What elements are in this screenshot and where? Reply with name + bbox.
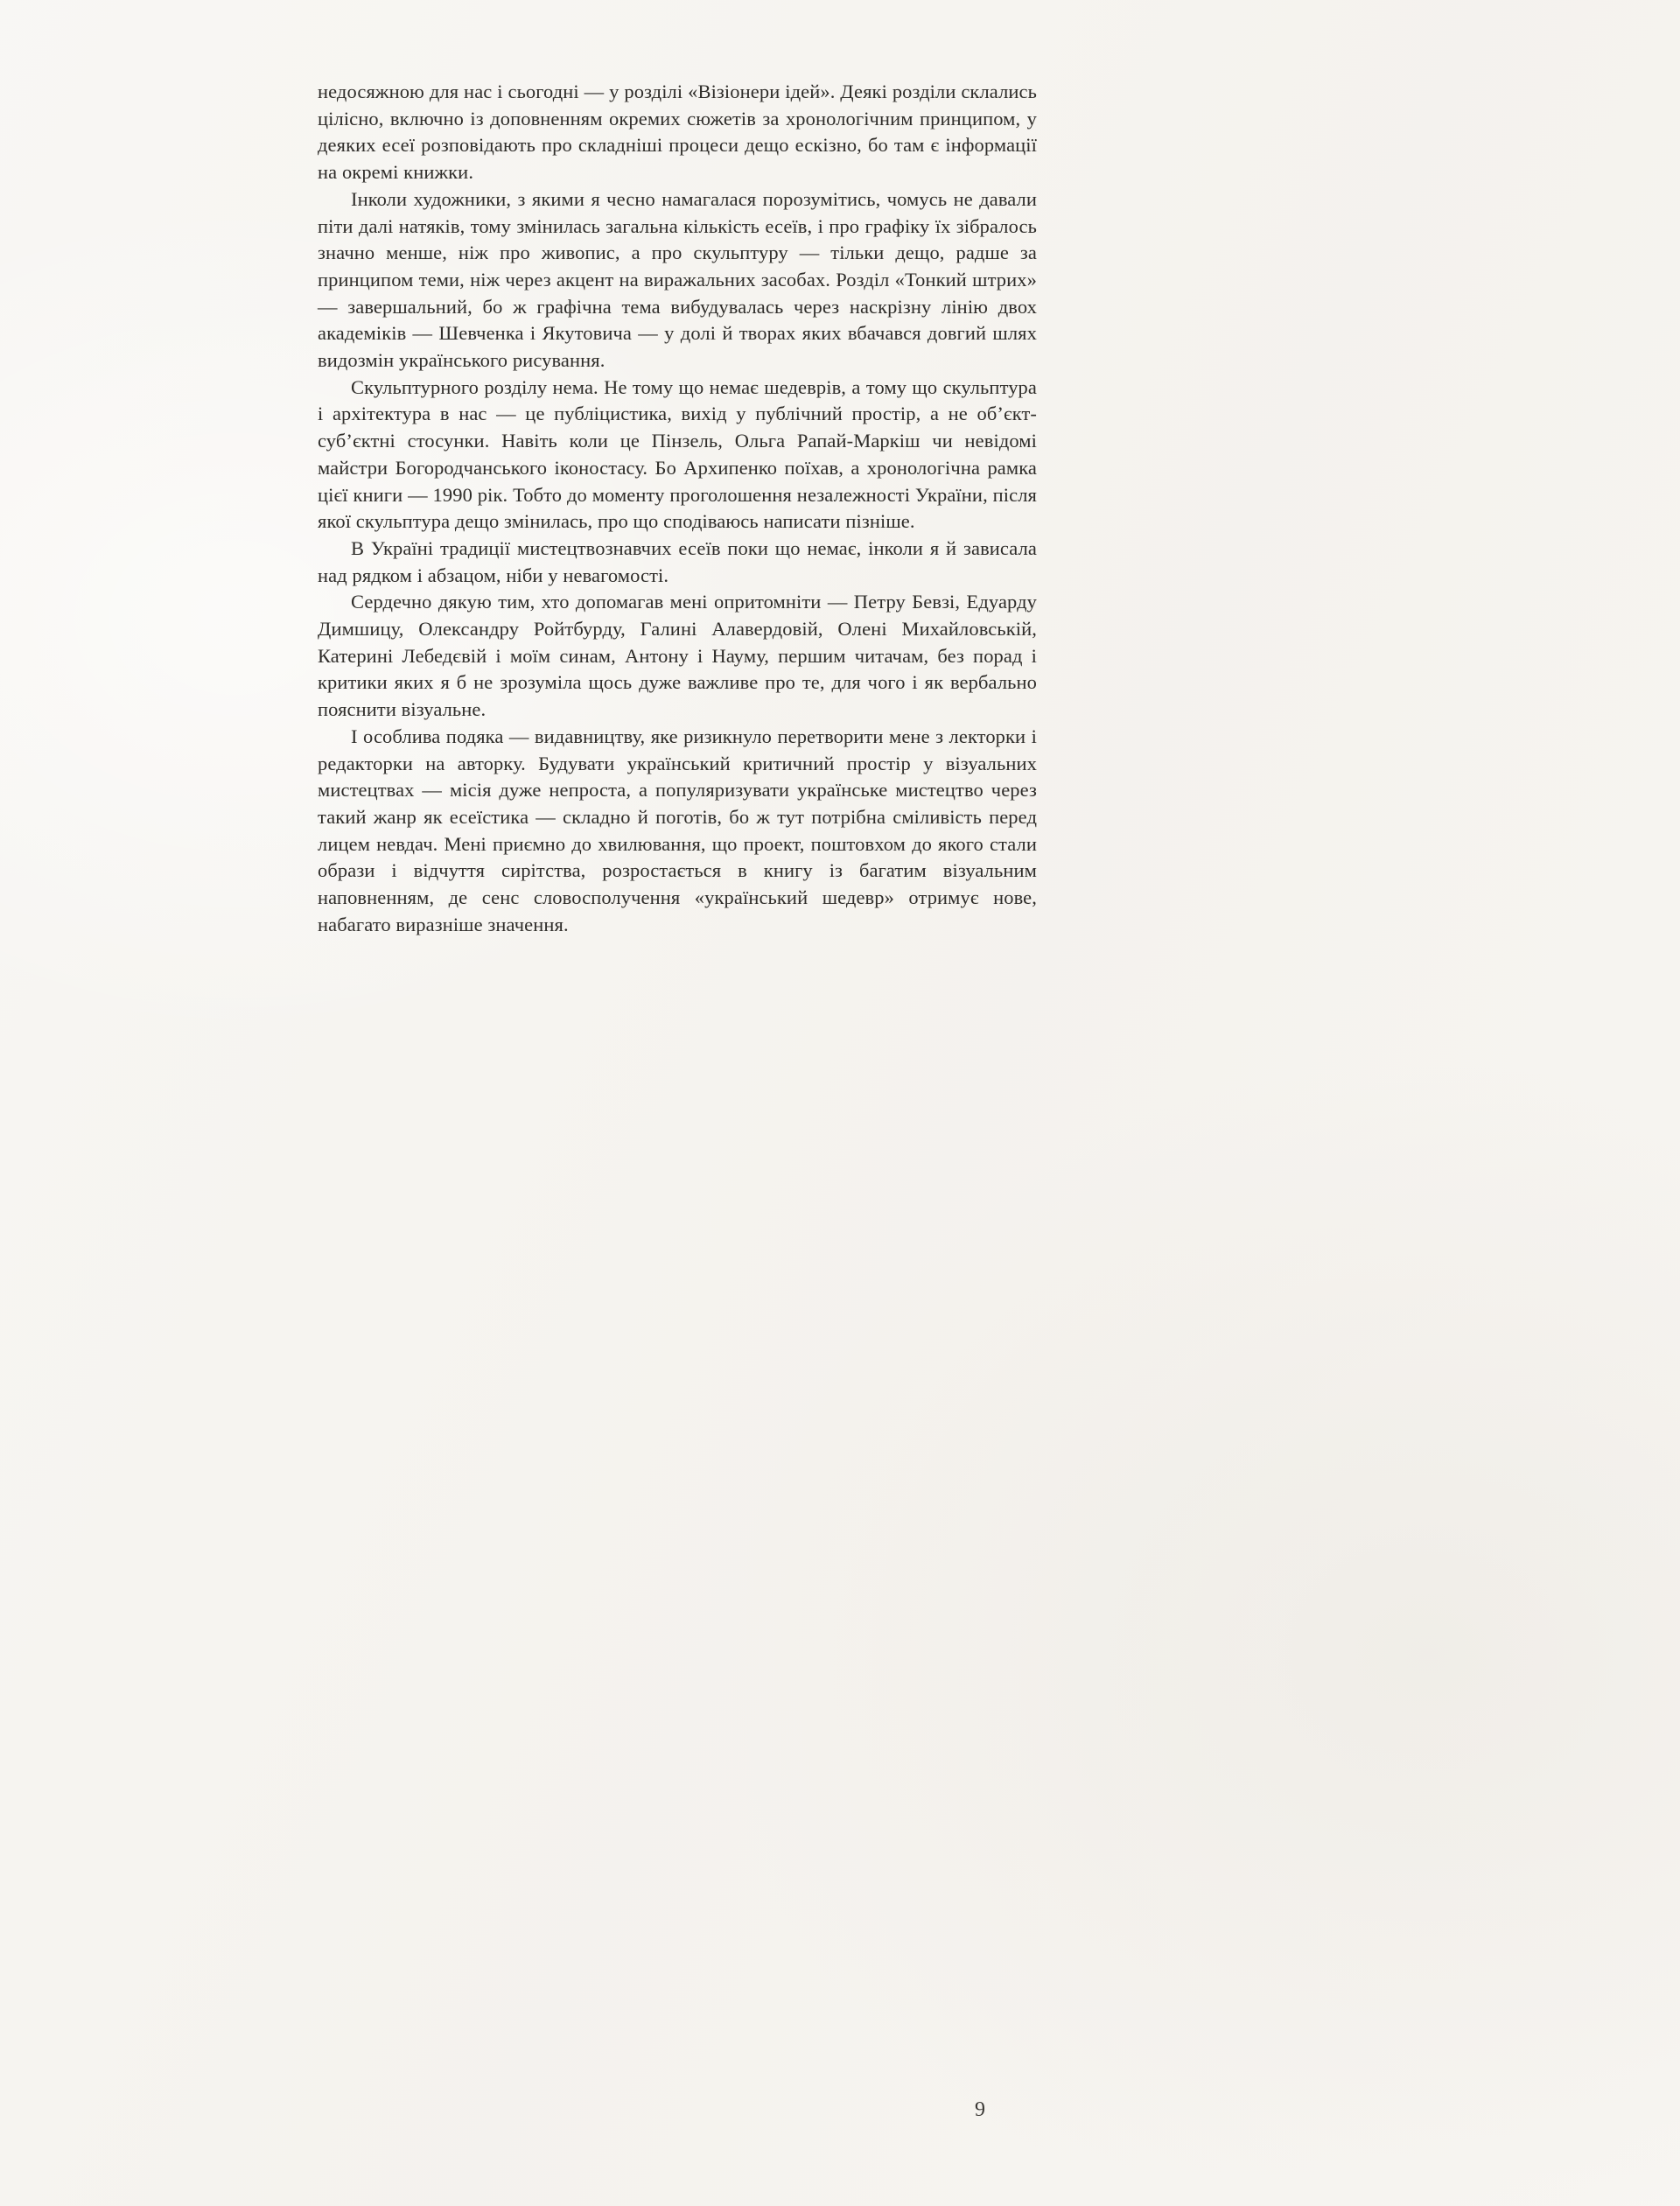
text-block xyxy=(318,79,1037,939)
paragraph: недосяжною для нас і сьогодні — у розділі «Візіонери ідей». Деякі розділи склались цілісно, включно із доповненням окремих сюжетів за хронологічним принципом, у деяких есеї розповідають про складніші процеси дещо ескізно, бо там є інформації на окремі книжки. xyxy=(318,81,1037,184)
page-number: 9 xyxy=(975,2098,985,2121)
paragraph: Інколи художники, з якими я чесно намагалася порозумітись, чомусь не давали піти далі натяків, тому змінилась загальна кількість есеїв, і про графіку їх зібралось значно менше, ніж про живопис, а про скульптуру — тільки дещо, радше за принципом теми, ніж через акцент на виражальних засобах. Розділ «Тонкий штрих» — завершальний, бо ж графічна тема вибудувалась через наскрізну лінію двох академіків — Шевченка і Якутовича — у долі й творах яких вбачався довгий шлях видозмін українського рисування. xyxy=(318,187,1037,372)
paragraph: Сердечно дякую тим, хто допомагав мені опритомніти — Петру Бевзі, Едуарду Димшицу, Олександру Ройтбурду, Галині Алавердовій, Олені Михайловській, Катерині Лебедєвій і моїм синам, Антону і Науму, першим читачам, без порад і критики яких я б не зрозуміла щось дуже важливе про те, для чого і як вербально пояснити візуальне. xyxy=(318,591,1037,721)
paragraph: Скульптурного розділу нема. Не тому що немає шедеврів, а тому що скульптура і архітектура в нас — це публіцистика, вихід у публічний простір, а не об’єкт-суб’єктні стосунки. Навіть коли це Пінзель, Ольга Рапай-Маркіш чи невідомі майстри Богородчанського іконостасу. Бо Архипенко поїхав, а хронологічна рамка цієї книги — 1990 рік. Тобто до моменту проголошення незалежності України, після якої скульптура дещо змінилась, про що сподіваюсь написати пізніше. xyxy=(318,375,1037,533)
paragraph: В Україні традиції мистецтвознавчих есеїв поки що немає, інколи я й зависала над рядком і абзацом, ніби у невагомості. xyxy=(318,536,1037,586)
paragraph: І особлива подяка — видавництву, яке ризикнуло перетворити мене з лекторки і редакторки на авторку. Будувати український критичний простір у візуальних мистецтвах — місія дуже непроста, а популяризувати українське мистецтво через такий жанр як есеїстика — складно й поготів, бо ж тут потрібна сміливість перед лицем невдач. Мені приємно до хвилювання, що проект, поштовхом до якого стали образи і відчуття сирітства, розростається в книгу із багатим візуальним наповненням, де сенс словосполучення «український шедевр» отримує нове, набагато виразніше значення. xyxy=(318,725,1037,935)
